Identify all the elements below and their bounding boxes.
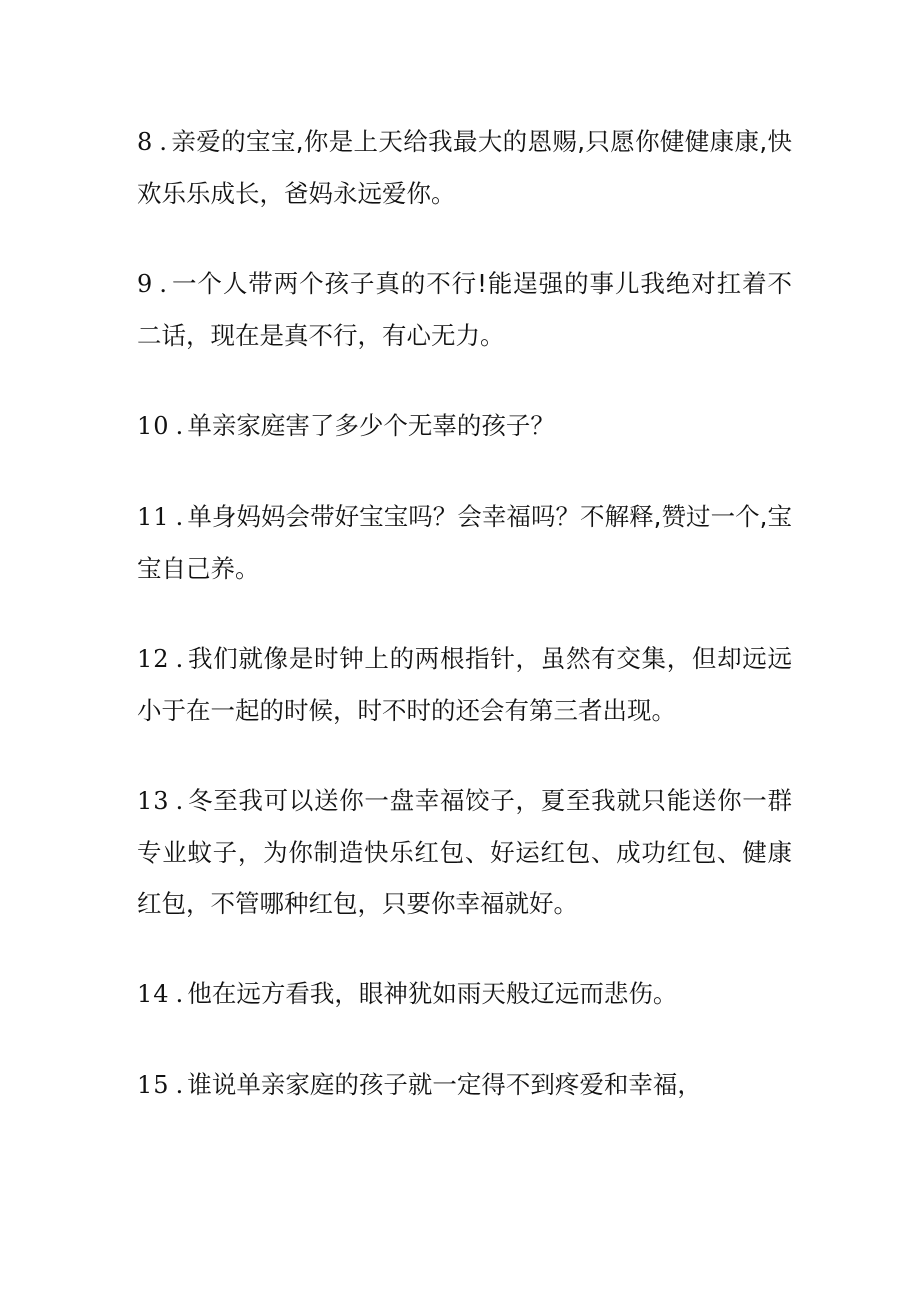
list-item bbox=[137, 968, 792, 1020]
item-separator: . bbox=[175, 786, 184, 815]
list-item bbox=[137, 633, 792, 736]
list-item bbox=[137, 400, 792, 452]
item-number: 13 bbox=[137, 787, 170, 815]
item-text: 亲爱的宝宝,你是上天给我最大的恩赐,只愿你健健康康,快欢乐乐成长，爸妈永远爱你。 bbox=[137, 127, 792, 208]
item-number: 8 bbox=[137, 128, 154, 156]
list-item bbox=[137, 775, 792, 929]
item-text: 谁说单亲家庭的孩子就一定得不到疼爱和幸福， bbox=[187, 1070, 702, 1099]
item-number: 9 bbox=[137, 270, 154, 298]
item-text: 单亲家庭害了多少个无辜的孩子？ bbox=[187, 411, 555, 440]
item-separator: . bbox=[175, 644, 184, 673]
item-separator: . bbox=[175, 502, 184, 531]
item-number: 12 bbox=[137, 645, 170, 673]
item-separator: . bbox=[175, 979, 184, 1008]
entry-list bbox=[137, 116, 792, 1150]
item-separator: . bbox=[159, 269, 168, 298]
item-text: 一个人带两个孩子真的不行!能逞强的事儿我绝对扛着不二话，现在是真不行，有心无力。 bbox=[137, 269, 792, 350]
item-separator: . bbox=[175, 1070, 184, 1099]
item-number: 11 bbox=[137, 503, 170, 531]
item-number: 10 bbox=[137, 412, 170, 440]
item-text: 我们就像是时钟上的两根指针，虽然有交集，但却远远小于在一起的时候，时不时的还会有第三者出现。 bbox=[137, 644, 792, 725]
item-number: 15 bbox=[137, 1071, 170, 1099]
item-text: 他在远方看我，眼神犹如雨天般辽远而悲伤。 bbox=[187, 979, 678, 1008]
item-text: 冬至我可以送你一盘幸福饺子，夏至我就只能送你一群专业蚊子，为你制造快乐红包、好运红包、成功红包、健康红包，不管哪种红包，只要你幸福就好。 bbox=[137, 786, 792, 918]
list-item bbox=[137, 1059, 792, 1111]
item-separator: . bbox=[159, 127, 168, 156]
list-item bbox=[137, 258, 792, 361]
item-text: 单身妈妈会带好宝宝吗？会幸福吗？不解释,赞过一个,宝宝自己养。 bbox=[137, 502, 792, 583]
list-item bbox=[137, 116, 792, 219]
item-number: 14 bbox=[137, 980, 170, 1008]
item-separator: . bbox=[175, 411, 184, 440]
list-item bbox=[137, 491, 792, 594]
